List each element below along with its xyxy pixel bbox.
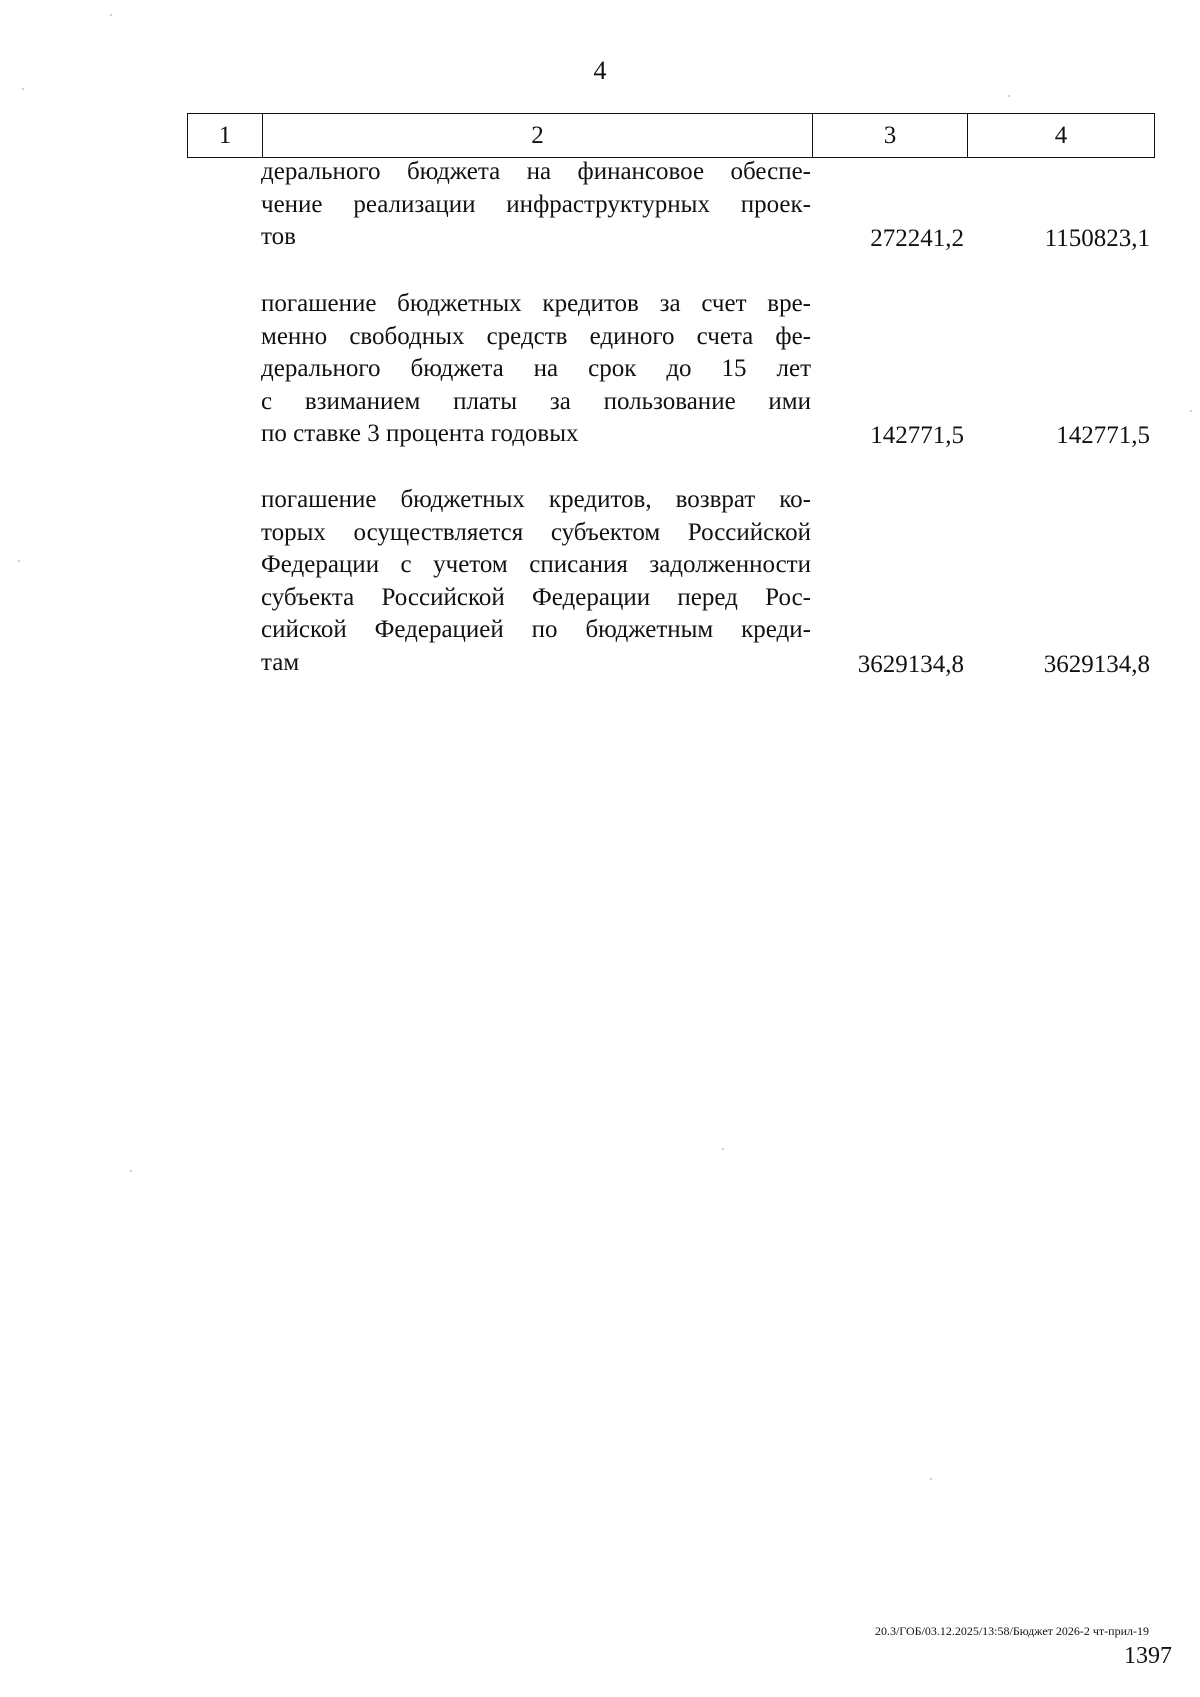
scan-speck [1008, 95, 1010, 97]
scan-speck [930, 1478, 932, 1480]
description-line: погашение бюджетных кредитов за счет вре- [261, 290, 811, 317]
scan-speck [722, 1148, 724, 1150]
description-line: Федерации с учетом списания задолженности [261, 551, 811, 579]
header-cell-4: 4 [968, 114, 1155, 158]
value-column-4: 1150823,1 [1044, 225, 1150, 252]
description-line: сийской Федерацией по бюджетным креди- [261, 616, 811, 644]
value-column-3: 142771,5 [870, 422, 964, 449]
description-line: дерального бюджета на финансовое обеспе- [261, 158, 811, 185]
scan-speck [18, 560, 20, 562]
value-column-3: 3629134,8 [857, 651, 964, 678]
scan-speck [1190, 410, 1192, 412]
description-line: тов [261, 223, 296, 251]
description-line: погашение бюджетных кредитов, возврат ко- [261, 486, 811, 513]
description-line: субъекта Российской Федерации перед Рос- [261, 583, 811, 611]
description-line: менно свободных средств единого счета фе- [261, 322, 811, 350]
description-line: там [261, 648, 300, 676]
value-column-4: 142771,5 [1056, 422, 1150, 449]
row-description [261, 484, 811, 680]
header-cell-3: 3 [813, 114, 968, 158]
document-sheet-number: 1397 [1124, 1643, 1172, 1669]
scan-speck [110, 14, 112, 16]
page-number: 4 [593, 56, 607, 85]
document-footer-code: 20.3/ГОБ/03.12.2025/13:58/Бюджет 2026-2 чт-прил-19 [874, 1624, 1149, 1638]
header-cell-2: 2 [263, 114, 813, 158]
scan-speck [22, 88, 24, 90]
row-description [261, 156, 811, 254]
description-line: дерального бюджета на срок до 15 лет [261, 355, 811, 383]
scan-speck [130, 1170, 132, 1172]
description-line: чение реализации инфраструктурных проек- [261, 190, 811, 218]
description-line: торых осуществляется субъектом Российской [261, 518, 811, 546]
value-column-3: 272241,2 [870, 225, 964, 252]
value-column-4: 3629134,8 [1043, 651, 1150, 678]
description-line: по ставке 3 процента годовых [261, 420, 579, 448]
row-description [261, 288, 811, 451]
header-cell-1: 1 [188, 114, 263, 158]
table-header-row [188, 114, 1155, 158]
description-line: с взиманием платы за пользование ими [261, 387, 811, 415]
table-header [187, 113, 1155, 158]
